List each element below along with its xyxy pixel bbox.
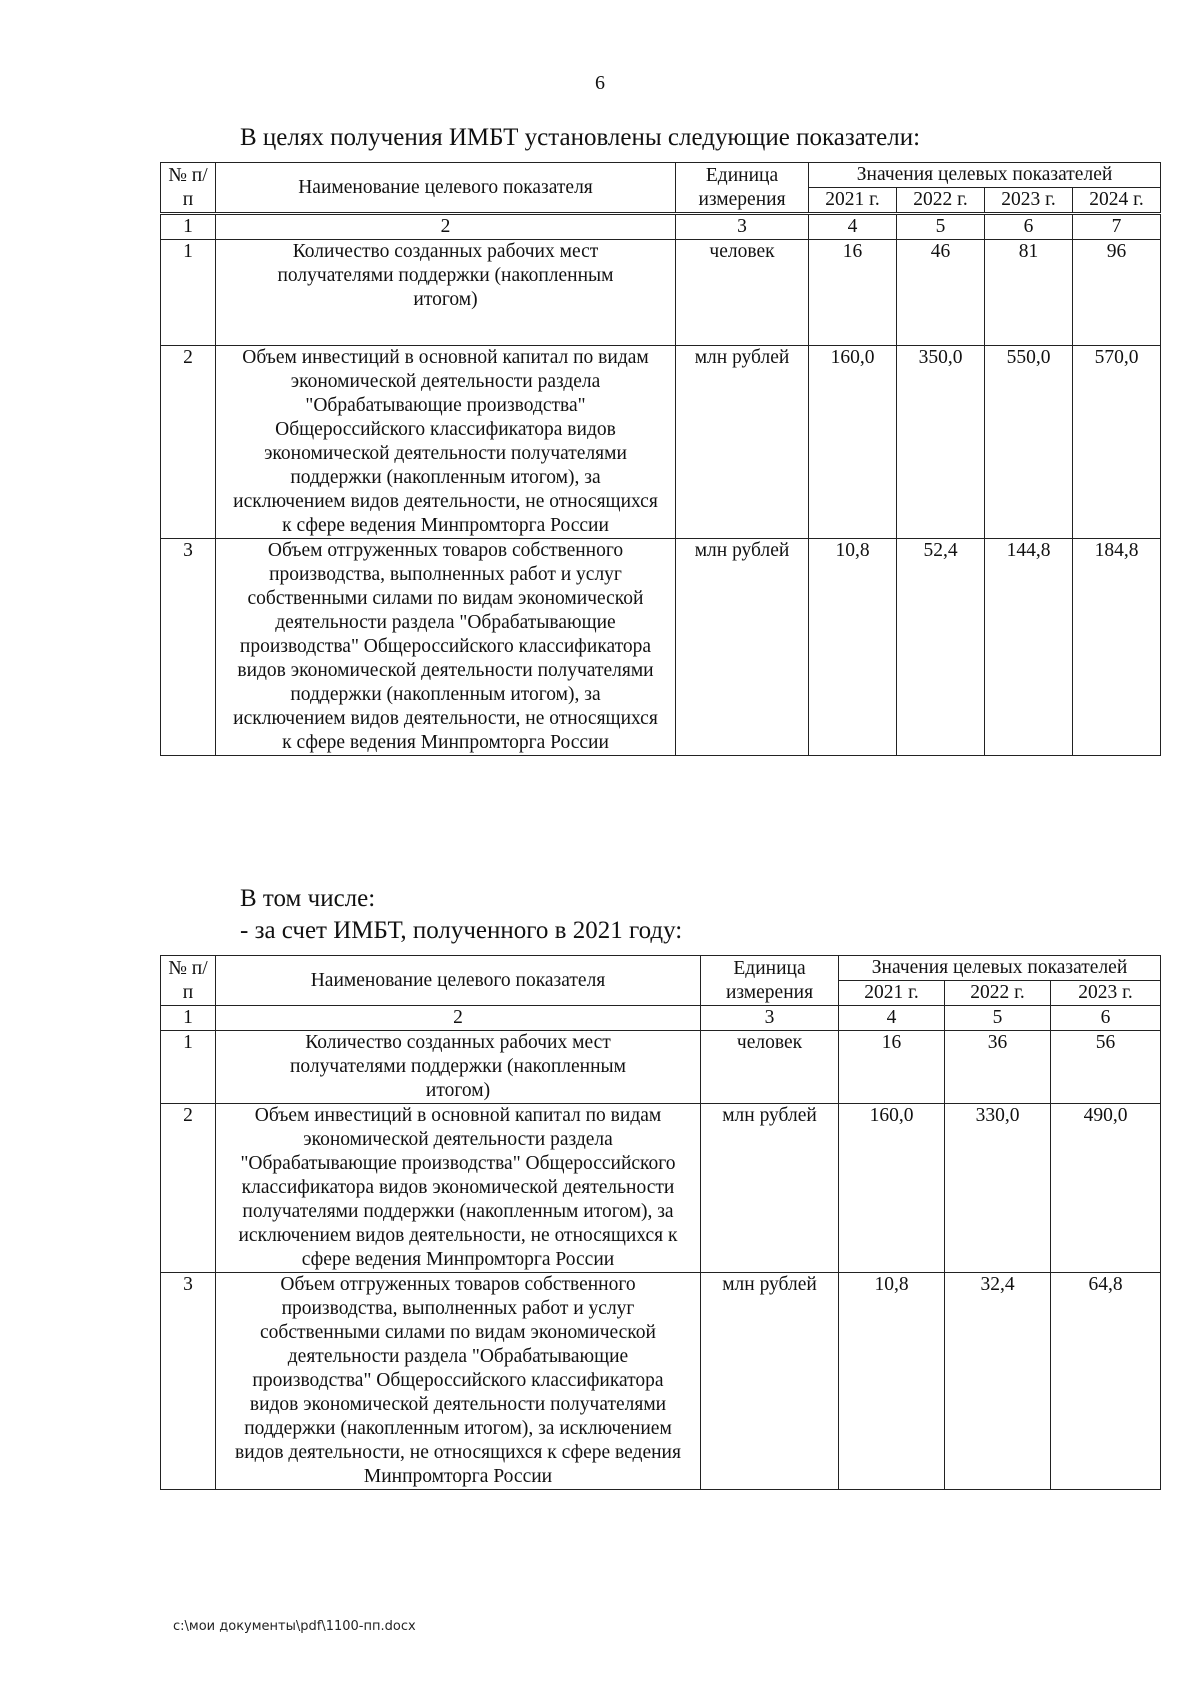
col-header-unit: Единица измерения — [676, 163, 809, 214]
col-header-year: 2021 г. — [809, 188, 897, 214]
value-cell: 184,8 — [1073, 539, 1161, 756]
value-cell: 10,8 — [839, 1273, 945, 1490]
column-number: 4 — [839, 1006, 945, 1031]
column-number: 5 — [945, 1006, 1051, 1031]
table-header-row — [161, 956, 1161, 981]
including-heading: В том числе: — [240, 885, 376, 912]
indicator-name: Объем инвестиций в основной капитал по видам экономической деятельности раздела "Обрабатывающие производства" Общероссийского классификатора видов экономической деятельности получателями поддержки (накопленным итогом), за исключением видов деятельности, не относящихся к сфере ведения Минпромторга России — [216, 1104, 701, 1273]
unit-cell: млн рублей — [676, 539, 809, 756]
col-header-year: 2023 г. — [1051, 981, 1161, 1006]
row-num: 1 — [161, 240, 216, 346]
value-cell: 64,8 — [1051, 1273, 1161, 1490]
indicator-name: Объем отгруженных товаров собственного производства, выполненных работ и услуг собственными силами по видам экономической деятельности раздела "Обрабатывающие производства" Общероссийского классификатора видов экономической деятельности получателями поддержки (накопленным итогом), за исключением видов деятельности, не относящихся к сфере ведения Минпромторга России — [216, 539, 676, 756]
row-num: 2 — [161, 1104, 216, 1273]
col-header-values-group: Значения целевых показателей — [809, 163, 1161, 188]
indicator-name: Объем инвестиций в основной капитал по видам экономической деятельности раздела "Обрабатывающие производства" Общероссийского классификатора видов экономической деятельности получателями поддержки (накопленным итогом), за исключением видов деятельности, не относящихся к сфере ведения Минпромторга России — [216, 346, 676, 539]
column-number: 3 — [701, 1006, 839, 1031]
row-num: 3 — [161, 1273, 216, 1490]
col-header-unit: Единица измерения — [701, 956, 839, 1006]
value-cell: 56 — [1051, 1031, 1161, 1104]
col-header-year: 2023 г. — [985, 188, 1073, 214]
value-cell: 81 — [985, 240, 1073, 346]
row-num: 3 — [161, 539, 216, 756]
column-number: 4 — [809, 214, 897, 240]
footer-file-path: c:\мои документы\pdf\1100-пп.docx — [173, 1619, 416, 1634]
column-number: 1 — [161, 214, 216, 240]
col-header-year: 2022 г. — [897, 188, 985, 214]
value-cell: 16 — [839, 1031, 945, 1104]
col-header-values-group: Значения целевых показателей — [839, 956, 1161, 981]
value-cell: 144,8 — [985, 539, 1073, 756]
unit-cell: человек — [701, 1031, 839, 1104]
value-cell: 490,0 — [1051, 1104, 1161, 1273]
value-cell: 570,0 — [1073, 346, 1161, 539]
value-cell: 350,0 — [897, 346, 985, 539]
col-header-year: 2022 г. — [945, 981, 1051, 1006]
indicator-name: Количество созданных рабочих мест получателями поддержки (накопленным итогом) — [216, 240, 676, 346]
column-number: 6 — [985, 214, 1073, 240]
value-cell: 550,0 — [985, 346, 1073, 539]
indicators-table — [160, 162, 1161, 756]
table-row — [161, 539, 1161, 756]
unit-cell: млн рублей — [701, 1104, 839, 1273]
column-number: 6 — [1051, 1006, 1161, 1031]
value-cell: 96 — [1073, 240, 1161, 346]
value-cell: 330,0 — [945, 1104, 1051, 1273]
col-header-num: № п/п — [161, 956, 216, 1006]
col-header-name: Наименование целевого показателя — [216, 163, 676, 214]
col-header-year: 2021 г. — [839, 981, 945, 1006]
table-row — [161, 1104, 1161, 1273]
column-number-row — [161, 1006, 1161, 1031]
unit-cell: млн рублей — [676, 346, 809, 539]
col-header-num: № п/п — [161, 163, 216, 214]
column-number-row — [161, 214, 1161, 240]
col-header-name: Наименование целевого показателя — [216, 956, 701, 1006]
column-number: 7 — [1073, 214, 1161, 240]
column-number: 2 — [216, 1006, 701, 1031]
value-cell: 46 — [897, 240, 985, 346]
indicator-name: Количество созданных рабочих мест получателями поддержки (накопленным итогом) — [216, 1031, 701, 1104]
table-row — [161, 240, 1161, 346]
column-number: 3 — [676, 214, 809, 240]
intro-heading: В целях получения ИМБТ установлены следующие показатели: — [240, 124, 921, 151]
table-row — [161, 1273, 1161, 1490]
unit-cell: человек — [676, 240, 809, 346]
table-row — [161, 346, 1161, 539]
page-number: 6 — [595, 72, 605, 94]
column-number: 5 — [897, 214, 985, 240]
table-row — [161, 1031, 1161, 1104]
value-cell: 52,4 — [897, 539, 985, 756]
col-header-year: 2024 г. — [1073, 188, 1161, 214]
table-header-row — [161, 163, 1161, 188]
row-num: 2 — [161, 346, 216, 539]
value-cell: 16 — [809, 240, 897, 346]
unit-cell: млн рублей — [701, 1273, 839, 1490]
value-cell: 36 — [945, 1031, 1051, 1104]
column-number: 1 — [161, 1006, 216, 1031]
row-num: 1 — [161, 1031, 216, 1104]
indicators-2021-table — [160, 955, 1161, 1490]
column-number: 2 — [216, 214, 676, 240]
value-cell: 160,0 — [839, 1104, 945, 1273]
sub-heading: - за счет ИМБТ, полученного в 2021 году: — [240, 917, 683, 944]
value-cell: 32,4 — [945, 1273, 1051, 1490]
value-cell: 160,0 — [809, 346, 897, 539]
value-cell: 10,8 — [809, 539, 897, 756]
indicator-name: Объем отгруженных товаров собственного производства, выполненных работ и услуг собственными силами по видам экономической деятельности раздела "Обрабатывающие производства" Общероссийского классификатора видов экономической деятельности получателями поддержки (накопленным итогом), за исключением видов деятельности, не относящихся к сфере ведения Минпромторга России — [216, 1273, 701, 1490]
